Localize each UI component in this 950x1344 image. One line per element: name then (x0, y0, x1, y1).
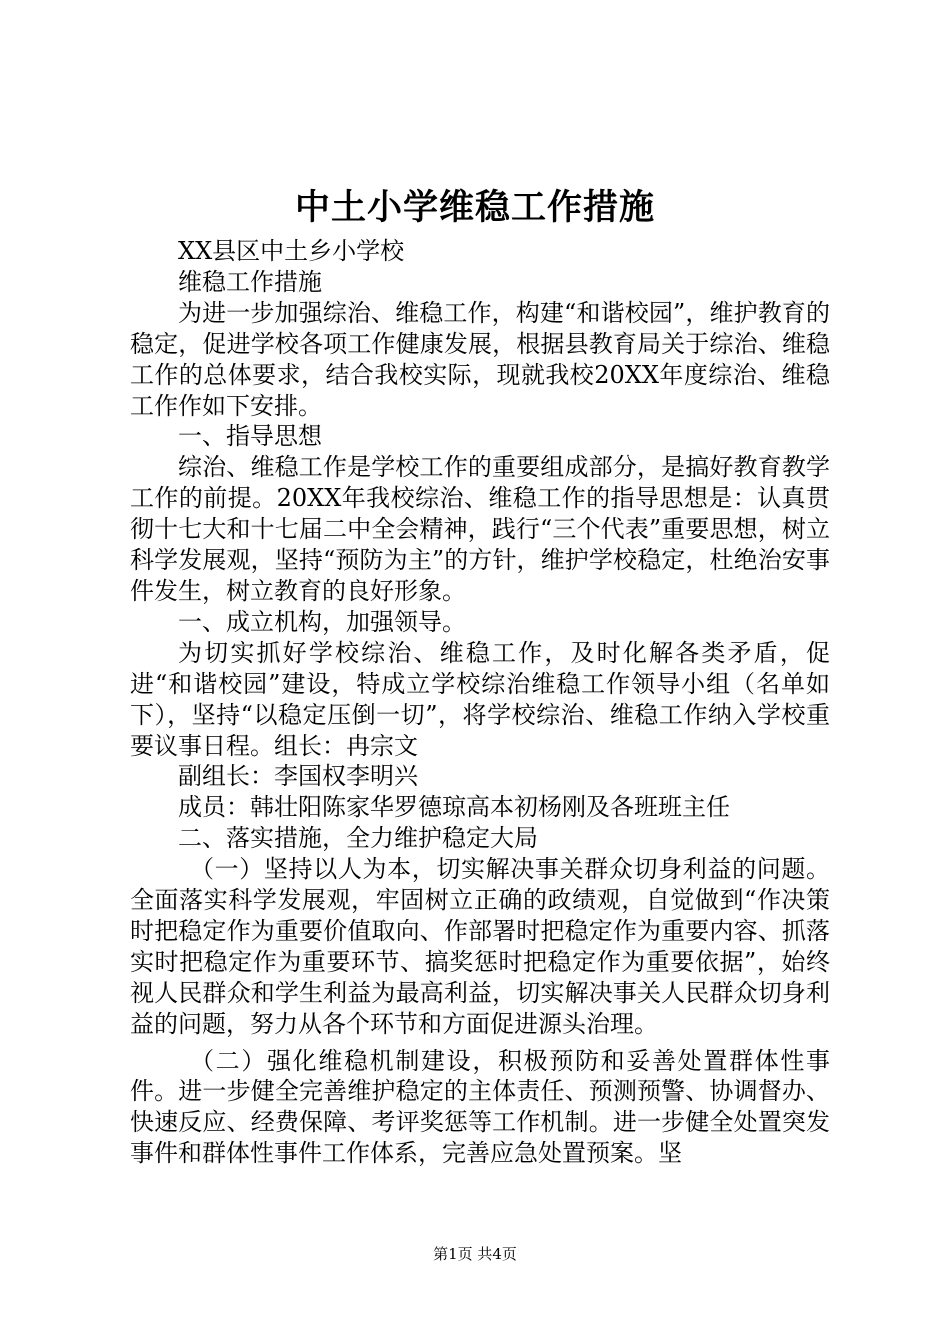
document-title: 中土小学维稳工作措施 (294, 187, 655, 228)
document-body (130, 236, 830, 1169)
page-footer: 第1页 共4页 (433, 1245, 517, 1263)
paragraph-measure-one: （一）坚持以人为本，切实解决事关群众切身利益的问题。全面落实科学发展观，牢固树立正确的政绩观，自觉做到“作决策时把稳定作为重要价值取向、作部署时把稳定作为重要内容、抓落实时把稳定作为重要环节、搞奖惩时把稳定作为重要依据”，始终视人民群众和学生利益为最高利益，切实解决事关人民群众切身利益的问题，努力从各个环节和方面促进源头治理。 (130, 855, 830, 1038)
paragraph-measure-two: （二）强化维稳机制建设，积极预防和妥善处置群体性事件。进一步健全完善维护稳定的主体责任、预测预警、协调督办、快速反应、经费保障、考评奖惩等工作机制。进一步健全处置突发事件和群体性事件工作体系，完善应急处置预案。坚 (130, 1046, 830, 1168)
paragraph-deputy-leaders: 副组长：李国权李明兴 (178, 762, 418, 791)
paragraph-guiding-ideology: 综治、维稳工作是学校工作的重要组成部分，是搞好教育教学工作的前提。20XX年我校综治、维稳工作的指导思想是：认真贯彻十七大和十七届二中全会精神，践行“三个代表”重要思想，树立科学发展观，坚持“预防为主”的方针，维护学校稳定，杜绝治安事件发生，树立教育的良好形象。 (130, 453, 830, 605)
paragraph-intro: 为进一步加强综治、维稳工作，构建“和谐校园”，维护教育的稳定，促进学校各项工作健康发展，根据县教育局关于综治、维稳工作的总体要求，结合我校实际，现就我校20XX年度综治、维稳工作作如下安排。 (130, 298, 830, 420)
heading-implement-measures: 二、落实措施，全力维护稳定大局 (178, 824, 538, 853)
heading-guiding-ideology: 一、指导思想 (178, 422, 322, 451)
paragraph-organization: 为切实抓好学校综治、维稳工作，及时化解各类矛盾，促进“和谐校园”建设，特成立学校综治维稳工作领导小组（名单如下），坚持“以稳定压倒一切”，将学校综治、维稳工作纳入学校重要议事日程。组长：冉宗文 (130, 638, 830, 760)
paragraph-subtitle: 维稳工作措施 (178, 267, 322, 296)
heading-establish-organization: 一、成立机构，加强领导。 (178, 607, 466, 636)
paragraph-school-name: XX县区中土乡小学校 (178, 237, 405, 265)
paragraph-members: 成员：韩壮阳陈家华罗德琼高本初杨刚及各班班主任 (178, 793, 730, 822)
